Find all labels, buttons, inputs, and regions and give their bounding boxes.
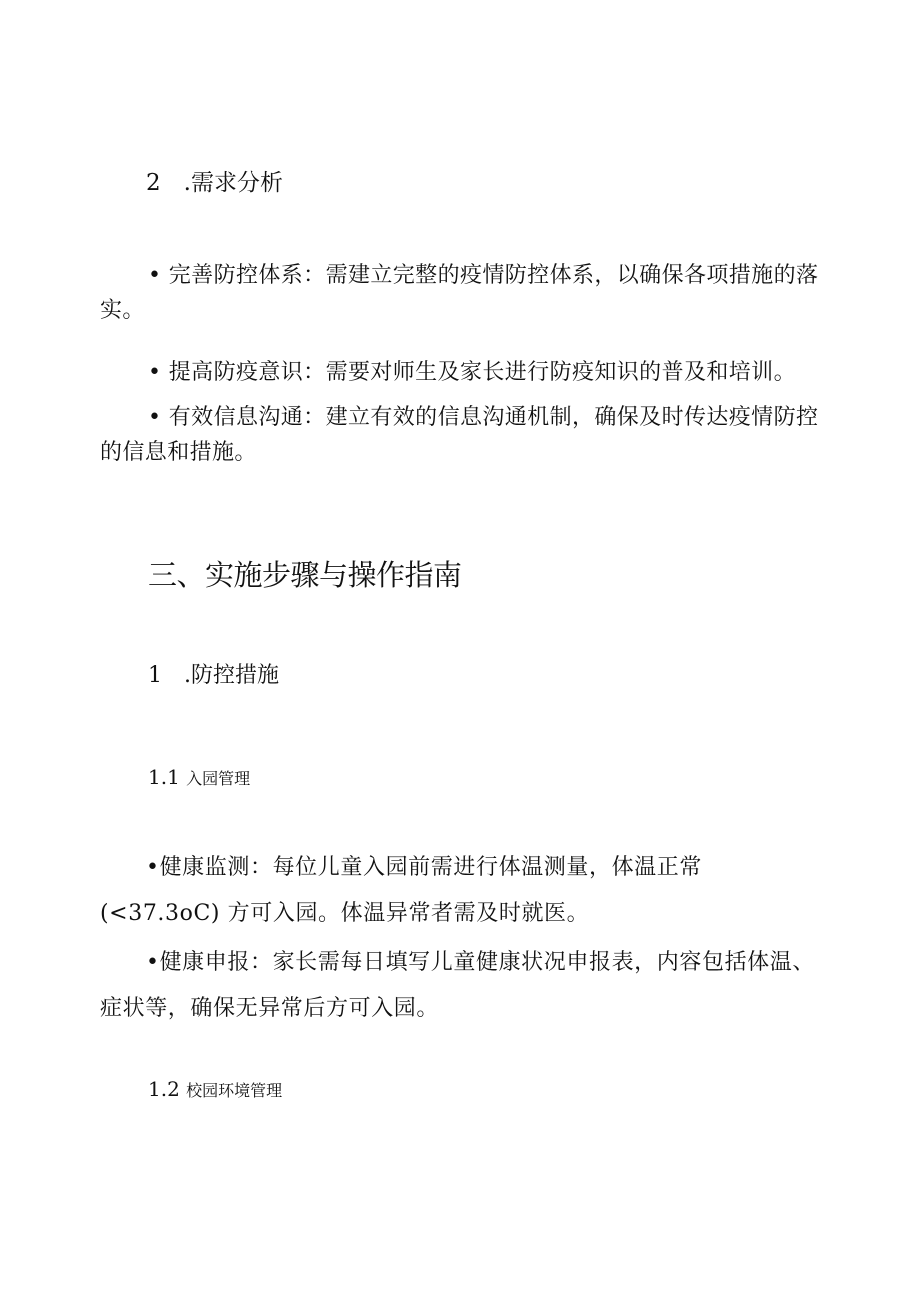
need-item-communication: • 有效信息沟通：建立有效的信息沟通机制，确保及时传达疫情防控的信息和措施。 xyxy=(100,405,819,465)
need-item-awareness: • 提高防疫意识：需要对师生及家长进行防疫知识的普及和培训。 xyxy=(148,360,796,385)
subsubsection-number: 1.1 xyxy=(148,765,187,789)
subsubsection-title: 校园环境管理 xyxy=(186,1081,283,1100)
chapter-heading-implementation: 三、实施步骤与操作指南 xyxy=(148,558,462,592)
subsubsection-heading-entry xyxy=(148,763,250,793)
entry-item-health-declaration: •健康申报：家长需每日填写儿童健康状况申报表，内容包括体温、症状等，确保无异常后方可入园。 xyxy=(100,950,815,1021)
section-heading-needs-analysis: 2 .需求分析 xyxy=(146,170,283,196)
need-item-prevention-system: • 完善防控体系：需建立完整的疫情防控体系，以确保各项措施的落实。 xyxy=(100,263,819,323)
entry-item-health-monitoring: •健康监测：每位儿童入园前需进行体温测量，体温正常(<37.3oC) 方可入园。体温异常者需及时就医。 xyxy=(100,855,702,926)
subsection-heading-measures: 1 .防控措施 xyxy=(148,663,279,688)
subsubsection-title: 入园管理 xyxy=(186,769,251,788)
subsubsection-heading-campus xyxy=(148,1075,282,1105)
subsubsection-number: 1.2 xyxy=(148,1077,187,1101)
